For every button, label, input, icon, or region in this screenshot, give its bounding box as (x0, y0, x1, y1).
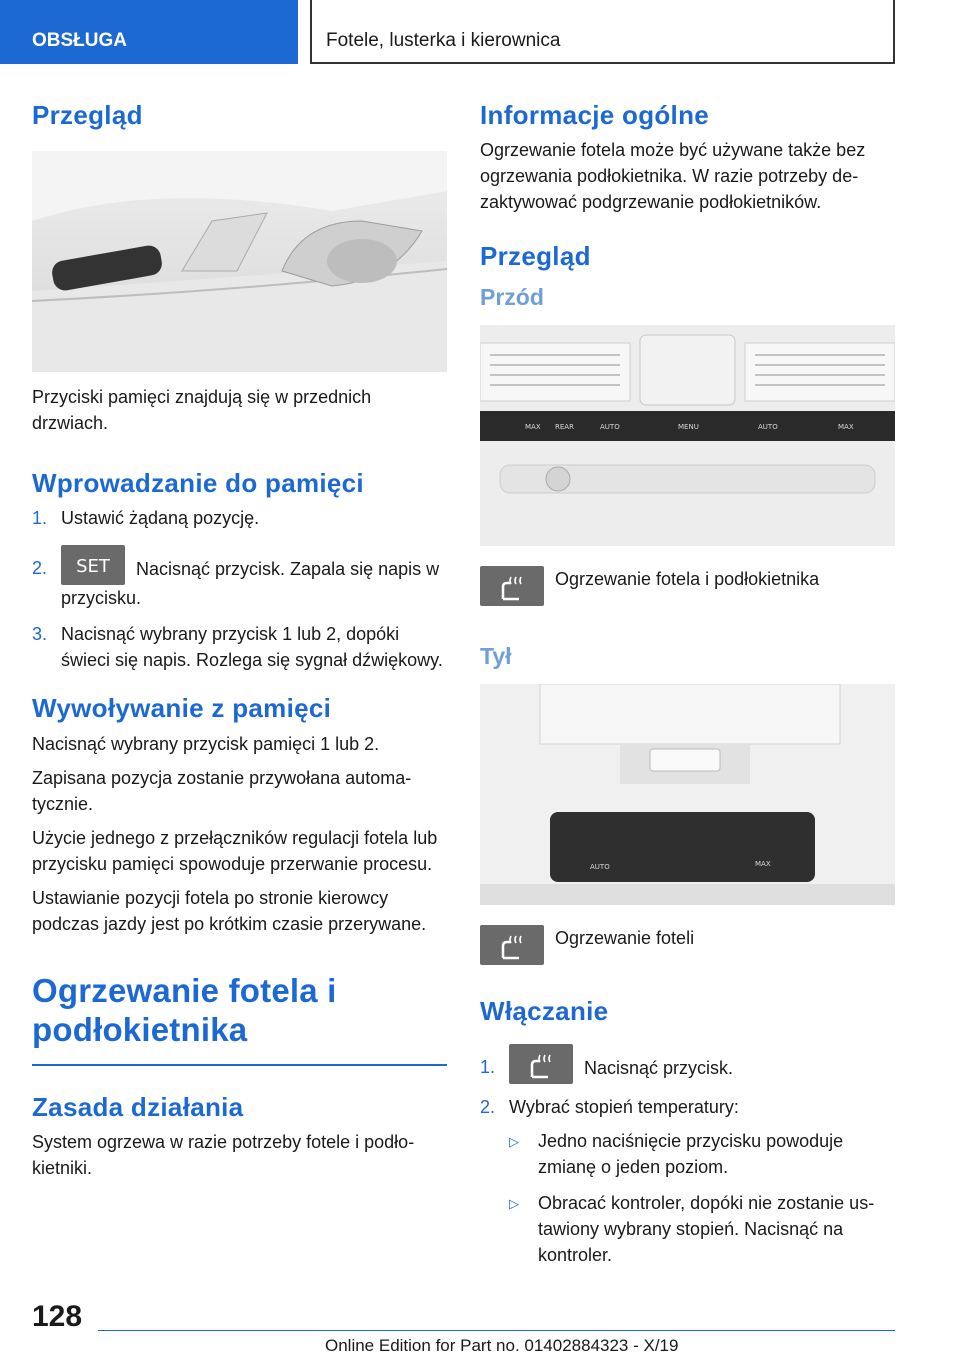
principle-heading: Zasada działania (32, 1091, 244, 1122)
left-column (32, 100, 447, 1189)
sub-steps-list (509, 1128, 895, 1268)
seat-heating-icon (509, 1044, 573, 1084)
switch-on-heading: Włączanie (480, 996, 609, 1027)
list-item: 3. Nacisnąć wybrany przycisk 1 lub 2, dopóki świeci się napis. Rozlega się sygnał dźwiękowy. (32, 624, 443, 671)
footer-edition: Online Edition for Part no. 01402884323 - X/19 (325, 1336, 679, 1355)
svg-text:AUTO: AUTO (590, 863, 610, 872)
chapter-title: Fotele, lusterka i kierownica (310, 0, 895, 64)
list-item: 2. SET Nacisnąć przycisk. Zapala się napis w przycisku. (32, 545, 447, 611)
page-number: 128 (32, 1300, 83, 1333)
set-button-icon: SET (61, 545, 125, 585)
recall-paragraph: Ustawianie pozycji fotela po stronie kierowcy podczas jazdy jest po krótkim czasie przerywane. (32, 887, 427, 934)
door-memory-buttons-photo (32, 151, 447, 372)
front-heating-icon-legend: Ogrzewanie fotela i podłokietnika (480, 566, 895, 611)
list-item: ▷ Jedno naciśnięcie przycisku powoduje zmianę o jeden poziom. (509, 1130, 844, 1177)
memory-store-heading: Wprowadzanie do pamięci (32, 468, 364, 499)
recall-paragraph: Użycie jednego z przełączników regulacji fotela lub przycisku pamięci spowoduje przerwanie procesu. (32, 827, 438, 874)
memory-recall-heading: Wywoływanie z pamięci (32, 693, 332, 724)
right-column (480, 100, 895, 1278)
rear-console-illustration (480, 684, 895, 905)
triangle-bullet-icon: ▷ (509, 1133, 519, 1149)
svg-text:AUTO: AUTO (758, 423, 778, 432)
switch-on-steps (480, 1044, 895, 1268)
svg-text:MAX: MAX (838, 423, 854, 432)
svg-text:MAX: MAX (525, 423, 541, 432)
list-item: 1. Nacisnąć przycisk. (480, 1044, 895, 1084)
rear-heating-icon-legend: Ogrzewanie foteli (480, 925, 895, 970)
principle-text: System ogrzewa w razie potrzeby fotele i podłokietniki. (32, 1131, 415, 1178)
seat-heating-icon (480, 925, 544, 965)
footer-divider (98, 1330, 895, 1331)
recall-paragraph: Zapisana pozycja zostanie przywołana automatycznie. (32, 767, 412, 814)
recall-paragraph: Nacisnąć wybrany przycisk pamięci 1 lub 2. (32, 733, 380, 754)
list-item: 2. Wybrać stopień temperatury: ▷ Jedno naciśnięcie przycisku powoduje zmianę o jeden poziom. ▷ Obracać kontroler, dopóki nie zostanie ustawiony wybrany stopień. Nacisnąć na kontroler. (480, 1094, 895, 1268)
overview-heading: Przegląd (32, 100, 143, 130)
list-item: ▷ Obracać kontroler, dopóki nie zostanie ustawiony wybrany stopień. Nacisnąć na kontroler. (509, 1192, 875, 1265)
front-console-photo (480, 325, 895, 546)
memory-steps-list (32, 505, 447, 673)
overview-heading-right: Przegląd (480, 241, 591, 272)
section-tab: OBSŁUGA (0, 0, 298, 64)
front-console-illustration (480, 325, 895, 546)
rear-console-photo (480, 684, 895, 905)
triangle-bullet-icon: ▷ (509, 1195, 519, 1211)
seat-heating-heading: Ogrzewanie fotela i podłokietnika (32, 971, 337, 1049)
overview-caption: Przyciski pamięci znajdują się w przednich drzwiach. (32, 387, 372, 434)
svg-text:REAR: REAR (555, 423, 574, 432)
svg-text:MENU: MENU (678, 423, 699, 432)
section-divider (32, 1064, 447, 1066)
front-subheading: Przód (480, 284, 544, 311)
seat-heating-icon (480, 566, 544, 606)
door-panel-illustration (32, 151, 447, 372)
rear-subheading: Tył (480, 643, 512, 670)
svg-text:MAX: MAX (755, 860, 771, 869)
list-item: 1. Ustawić żądaną pozycję. (32, 508, 260, 529)
svg-text:AUTO: AUTO (600, 423, 620, 432)
general-info-heading: Informacje ogólne (480, 100, 710, 130)
general-info-text: Ogrzewanie fotela może być używane także bez ogrzewania podłokietnika. W razie potrzeby dezaktywować podgrzewanie podłokietników. (480, 140, 866, 213)
